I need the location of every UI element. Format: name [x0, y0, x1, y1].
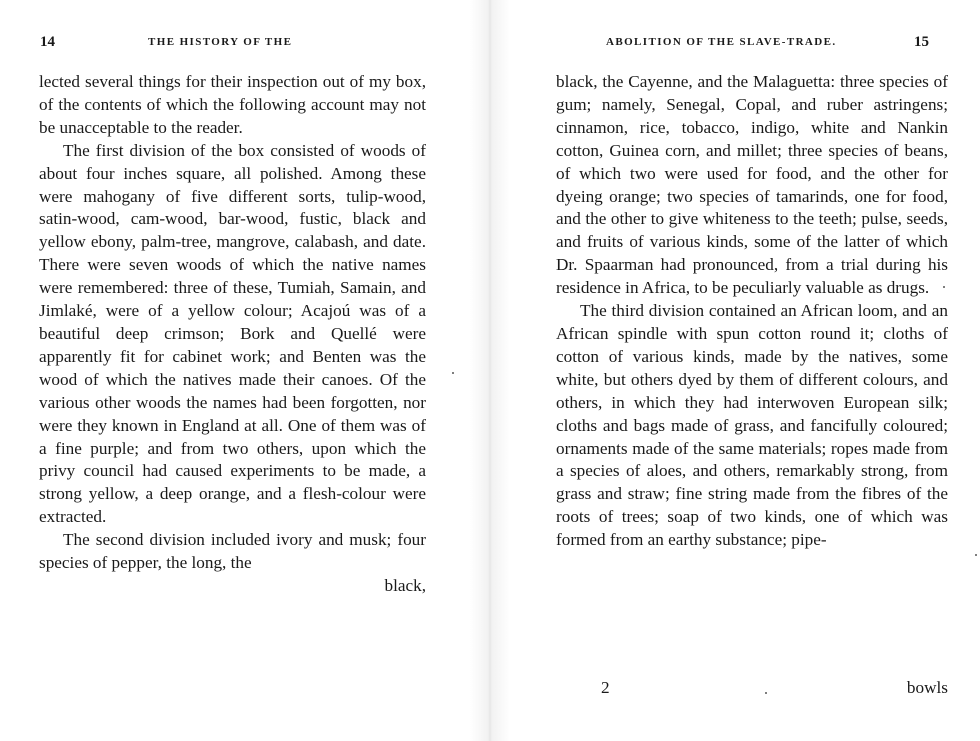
left-page [0, 0, 470, 741]
left-body-text [39, 71, 426, 598]
left-running-head: THE HISTORY OF THE [148, 36, 293, 48]
right-page-number: 15 [914, 34, 929, 50]
right-page-footer [556, 678, 948, 702]
left-paragraph-3: The second division included ivory and musk; four species of pepper, the long, the [39, 530, 426, 573]
paper-speck [975, 554, 977, 556]
left-paragraph-2: The first division of the box consisted of woods of about four inches square, all polished. Among these were mahogany of five different sorts, tulip-wood, satin-wood, cam-wood, bar-wood, fustic, black and yellow ebony, palm-tree, mangrove, calabash, and date. There were seven woods of which the native names were remembered: three of these, Tumiah, Samain, and Jimlaké, were of a yellow colour; Acajoú was of a beautiful deep crimson; Bork and Quellé were apparently fit for cabinet work; and Benten was the wood of which the natives made their canoes. Of the various other woods the names had been forgotten, nor were they known in England at all. One of them was of a fine purple; and from two others, upon which the privy council had caused experiments to be made, a strong yellow, a deep orange, and a flesh-colour were extracted. [39, 140, 426, 527]
paper-speck [452, 372, 454, 374]
right-catchword: bowls [906, 678, 948, 697]
right-running-head: ABOLITION OF THE SLAVE-TRADE. [606, 36, 837, 48]
right-page [510, 0, 980, 741]
book-gutter [470, 0, 510, 741]
right-paragraph-2: The third division contained an African loom, and an African spindle with spun cotton round it; cloths of cotton of various kinds, made by the natives, some white, but others dyed by them of different colours, and others, in which they had interwoven European silk; cloths and bags made of grass, and fancifully coloured; ornaments made of the same materials; ropes made from a species of aloes, and others, remarkably strong, from grass and straw; fine string made from the fibres of the roots of trees; soap of two kinds, one of which was formed from an earthy substance; pipe- [556, 301, 948, 550]
paper-speck [765, 692, 767, 694]
signature-mark: 2 [601, 678, 610, 697]
paper-speck [943, 286, 945, 288]
left-page-number: 14 [40, 34, 55, 50]
left-catchword: black, [384, 575, 426, 595]
left-paragraph-1: lected several things for their inspection out of my box, of the contents of which the following account may not be unacceptable to the reader. [39, 72, 426, 137]
right-paragraph-1: black, the Cayenne, and the Malaguetta: three species of gum; namely, Senegal, Copal, and ruber astringens; cinnamon, rice, tobacco, indigo, white and Nankin cotton, Guinea corn, and millet; three species of beans, of which two were used for food, and the other for dyeing orange; two species of tamarinds, one for food, and the other to give whiteness to the teeth; pulse, seeds, and fruits of various kinds, some of the latter of which Dr. Spaarman had pronounced, from a trial during his residence in Africa, to be peculiarly valuable as drugs. [556, 72, 948, 298]
right-body-text [556, 71, 948, 552]
